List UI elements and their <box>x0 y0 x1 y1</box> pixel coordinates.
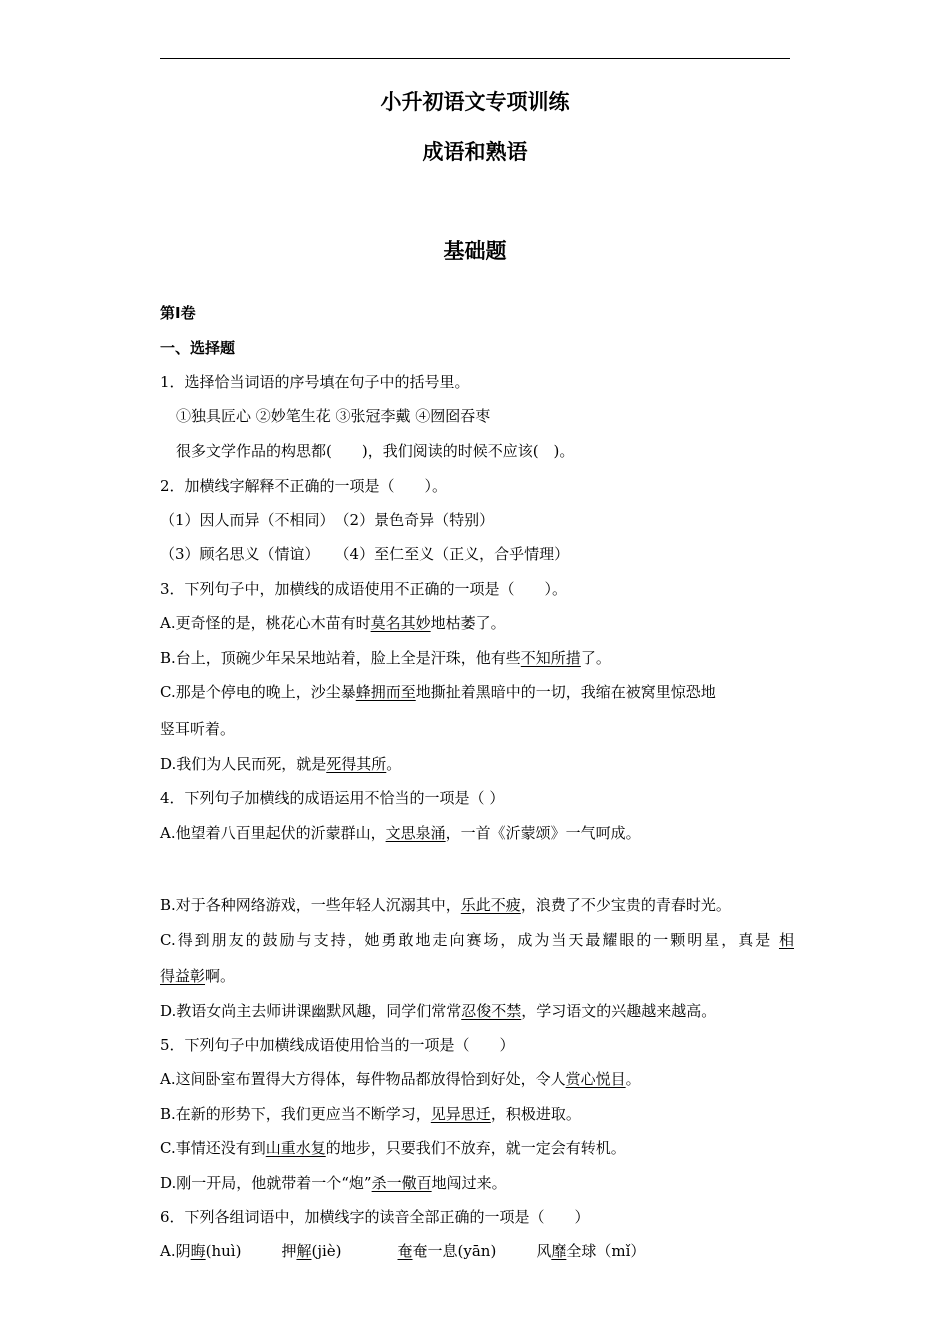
header-rule <box>160 58 790 59</box>
question-5-stem: 5．下列句子中加横线成语使用恰当的一项是（ ） <box>160 1036 515 1054</box>
word-group-3 <box>398 1242 497 1260</box>
option-text: 押 <box>281 1242 297 1260</box>
question-4-option-a <box>160 822 794 844</box>
underlined-idiom: 不知所措 <box>520 649 581 667</box>
section-title: 基础题 <box>443 239 507 263</box>
question-3-option-b <box>160 647 794 669</box>
option-text: A.这间卧室布置得大方得体，每件物品都放得恰到好处，令人 <box>160 1070 566 1088</box>
option-text: ，一首《沂蒙颂》一气呵成。 <box>445 824 641 842</box>
underlined-char: 靡 <box>551 1242 567 1260</box>
option-text: B.对于各种网络游戏，一些年轻人沉溺其中， <box>160 896 461 914</box>
document-title: 小升初语文专项训练 <box>380 90 570 114</box>
underlined-idiom: 莫名其妙 <box>370 614 431 632</box>
question-3-option-c <box>160 681 794 703</box>
word-group-4 <box>536 1242 645 1260</box>
option-text: D.刚一开局，他就带着一个“炮” <box>160 1174 372 1192</box>
document-subtitle: 成语和熟语 <box>422 140 528 164</box>
option-text: 。 <box>625 1070 641 1088</box>
underlined-idiom: 忍俊不禁 <box>461 1002 522 1020</box>
underlined-idiom: 赏心悦目 <box>565 1070 626 1088</box>
option-text: C.那是个停电的晚上，沙尘暴 <box>160 683 356 701</box>
pinyin: (jiè) <box>311 1242 342 1260</box>
underlined-char: 解 <box>296 1242 312 1260</box>
underlined-idiom: 蜂拥而至 <box>355 683 416 701</box>
option-text: C.事情还没有到 <box>160 1139 266 1157</box>
question-2-row-1: （1）因人而异（不相同） （2）景色奇异（特别） <box>160 511 495 529</box>
underlined-idiom: 相 <box>778 931 794 949</box>
underlined-idiom: 见异思迁 <box>430 1105 491 1123</box>
question-1-options: ①独具匠心 ②妙笔生花 ③张冠李戴 ④囫囵吞枣 <box>176 407 491 425</box>
question-3-option-a <box>160 612 794 634</box>
underlined-idiom: 山重水复 <box>265 1139 326 1157</box>
question-6-stem: 6．下列各组词语中，加横线字的读音全部正确的一项是（ ） <box>160 1208 590 1226</box>
option-text: 的地步，只要我们不放弃，就一定会有转机。 <box>325 1139 626 1157</box>
pinyin: (huì) <box>205 1242 242 1260</box>
option-text: 。 <box>386 755 402 773</box>
question-5-option-b <box>160 1103 794 1125</box>
question-3-stem: 3．下列句子中，加横线的成语使用不正确的一项是（ ）。 <box>160 580 568 598</box>
volume-label: 第Ⅰ卷 <box>160 304 196 322</box>
question-1-sentence: 很多文学作品的构思都( )，我们阅读的时候不应该( )。 <box>176 442 575 460</box>
pinyin: 奄一息(yān) <box>412 1242 497 1260</box>
option-text: ，学习语文的兴趣越来越高。 <box>521 1002 717 1020</box>
option-text: 啊。 <box>205 967 236 985</box>
option-text: A.阴 <box>160 1242 191 1260</box>
question-3-option-d <box>160 753 794 775</box>
option-text: D.教语女尚主去师讲课幽默风趣，同学们常常 <box>160 1002 462 1020</box>
question-5-option-c <box>160 1137 794 1159</box>
underlined-char: 晦 <box>190 1242 206 1260</box>
part-one-heading: 一、选择题 <box>160 339 236 357</box>
option-text: C.得到朋友的鼓励与支持，她勇敢地走向赛场，成为当天最耀眼的一颗明星，真是 <box>160 931 773 949</box>
question-5-option-a <box>160 1068 794 1090</box>
question-4-stem: 4．下列句子加横线的成语运用不恰当的一项是（ ） <box>160 789 505 807</box>
option-text: A.更奇怪的是，桃花心木苗有时 <box>160 614 371 632</box>
option-text: ，积极进取。 <box>490 1105 581 1123</box>
option-text: 地撕扯着黑暗中的一切，我缩在被窝里惊恐地 <box>415 683 716 701</box>
pinyin: 全球（mǐ） <box>566 1242 646 1260</box>
underlined-idiom: 得益彰 <box>160 967 206 985</box>
question-4-option-d <box>160 1000 794 1022</box>
word-group-1 <box>160 1242 241 1260</box>
option-text: 风 <box>536 1242 552 1260</box>
option-text: ，浪费了不少宝贵的青春时光。 <box>520 896 731 914</box>
underlined-char: 奄 <box>397 1242 413 1260</box>
question-4-option-c <box>160 929 794 951</box>
option-text: 地枯萎了。 <box>430 614 506 632</box>
question-6-option-a <box>160 1240 794 1262</box>
underlined-idiom: 杀一儆百 <box>371 1174 432 1192</box>
question-5-option-d <box>160 1172 794 1194</box>
option-text: B.在新的形势下，我们更应当不断学习， <box>160 1105 431 1123</box>
question-4-option-b <box>160 894 794 916</box>
question-1-stem: 1．选择恰当词语的序号填在句子中的括号里。 <box>160 373 470 391</box>
underlined-idiom: 文思泉涌 <box>385 824 446 842</box>
underlined-idiom: 死得其所 <box>326 755 387 773</box>
question-4-option-c-continued <box>160 965 794 987</box>
word-group-2 <box>281 1242 341 1260</box>
question-2-row-2: （3）顾名思义（情谊） （4）至仁至义（正义，合乎情理） <box>160 545 570 563</box>
question-2-stem: 2．加横线字解释不正确的一项是（ ）。 <box>160 477 448 495</box>
question-3-option-c-continued: 竖耳听着。 <box>160 720 236 738</box>
option-text: 了。 <box>580 649 611 667</box>
underlined-idiom: 乐此不疲 <box>460 896 521 914</box>
option-text: D.我们为人民而死，就是 <box>160 755 327 773</box>
option-text: A.他望着八百里起伏的沂蒙群山， <box>160 824 386 842</box>
option-text: 地闯过来。 <box>431 1174 507 1192</box>
option-text: B.台上，顶碗少年呆呆地站着，脸上全是汗珠，他有些 <box>160 649 521 667</box>
